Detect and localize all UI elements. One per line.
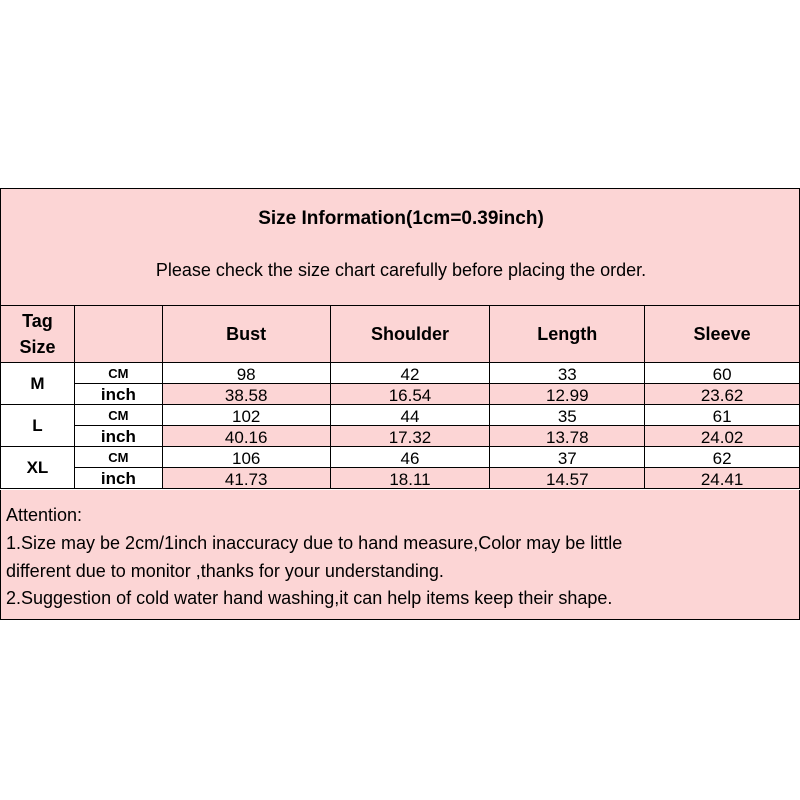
- column-header-length: Length: [490, 306, 645, 363]
- tag-header-line2: Size: [19, 337, 56, 357]
- table-row: [1, 447, 800, 468]
- sleeve-inch: 23.62: [645, 384, 800, 405]
- attention-line-3: 2.Suggestion of cold water hand washing,it can help items keep their shape.: [6, 588, 613, 608]
- unit-label-cm: CM: [74, 363, 162, 384]
- unit-label-cm: CM: [74, 405, 162, 426]
- shoulder-inch: 17.32: [330, 426, 490, 447]
- shoulder-cm: 44: [330, 405, 490, 426]
- bust-inch: 41.73: [162, 468, 330, 489]
- column-header-bust: Bust: [162, 306, 330, 363]
- unit-label-cm: CM: [74, 447, 162, 468]
- tag-size-header: [1, 306, 75, 363]
- length-cm: 37: [490, 447, 645, 468]
- table-row: [1, 405, 800, 426]
- column-header-shoulder: Shoulder: [330, 306, 490, 363]
- shoulder-cm: 42: [330, 363, 490, 384]
- length-inch: 12.99: [490, 384, 645, 405]
- length-cm: 33: [490, 363, 645, 384]
- unit-header: [74, 306, 162, 363]
- table-row: [1, 468, 800, 489]
- size-table: [0, 305, 800, 489]
- size-info-header: [0, 188, 800, 305]
- size-chart: [0, 188, 800, 620]
- shoulder-inch: 16.54: [330, 384, 490, 405]
- size-info-subtitle: Please check the size chart carefully before placing the order.: [155, 260, 647, 280]
- sleeve-cm: 62: [645, 447, 800, 468]
- bust-inch: 40.16: [162, 426, 330, 447]
- attention-line-2: different due to monitor ,thanks for your understanding.: [6, 561, 444, 581]
- table-row: [1, 426, 800, 447]
- size-tag-xl: XL: [1, 447, 75, 489]
- size-info-title: Size Information(1cm=0.39inch): [258, 208, 544, 229]
- length-inch: 14.57: [490, 468, 645, 489]
- tag-header-line1: Tag: [22, 311, 53, 331]
- bust-cm: 98: [162, 363, 330, 384]
- sleeve-cm: 61: [645, 405, 800, 426]
- attention-heading: Attention:: [6, 505, 83, 525]
- length-inch: 13.78: [490, 426, 645, 447]
- table-row: [1, 363, 800, 384]
- shoulder-inch: 18.11: [330, 468, 490, 489]
- unit-label-inch: inch: [74, 384, 162, 405]
- unit-label-inch: inch: [74, 468, 162, 489]
- unit-label-inch: inch: [74, 426, 162, 447]
- size-tag-l: L: [1, 405, 75, 447]
- bust-cm: 106: [162, 447, 330, 468]
- sleeve-cm: 60: [645, 363, 800, 384]
- column-header-sleeve: Sleeve: [645, 306, 800, 363]
- attention-notes: [0, 490, 800, 620]
- size-tag-m: M: [1, 363, 75, 405]
- length-cm: 35: [490, 405, 645, 426]
- sleeve-inch: 24.02: [645, 426, 800, 447]
- bust-cm: 102: [162, 405, 330, 426]
- attention-line-1: 1.Size may be 2cm/1inch inaccuracy due to hand measure,Color may be little: [6, 533, 623, 553]
- sleeve-inch: 24.41: [645, 468, 800, 489]
- table-row: [1, 384, 800, 405]
- shoulder-cm: 46: [330, 447, 490, 468]
- bust-inch: 38.58: [162, 384, 330, 405]
